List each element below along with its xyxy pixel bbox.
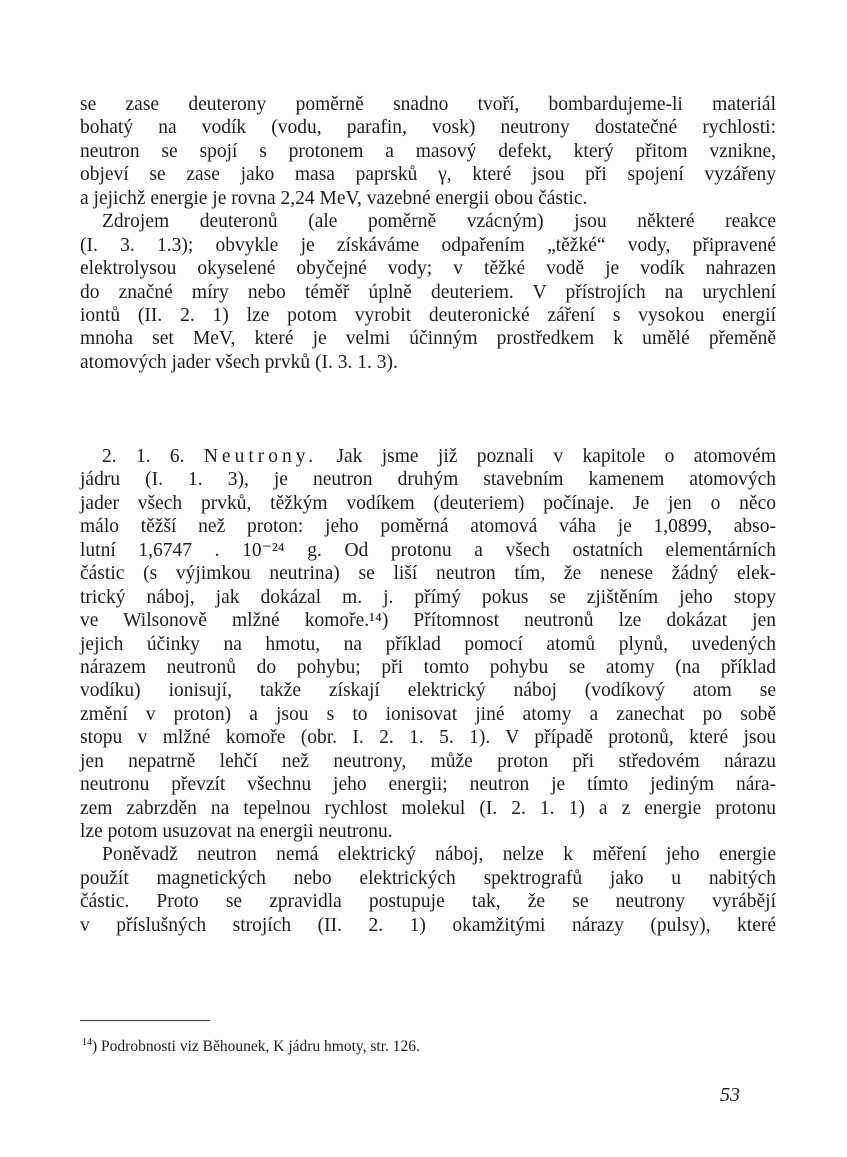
section-title: Neutrony. xyxy=(203,446,318,467)
footnote xyxy=(82,1037,420,1056)
text-line: v příslušných strojích (II. 2. 1) okamžitými nárazy (pulsy), které xyxy=(80,914,776,936)
page-number: 53 xyxy=(720,1084,740,1106)
text-line: mnoha set MeV, které je velmi účinným prostředkem k umělé přeměně xyxy=(80,328,776,350)
text-line: elektrolysou okyselené obyčejné vody; v těžké vodě je vodík nahrazen xyxy=(80,258,776,280)
text-line: zem zabrzděn na tepelnou rychlost molekul (I. 2. 1. 1) a z energie protonu xyxy=(80,797,776,819)
text-line: iontů (II. 2. 1) lze potom vyrobit deuteronické záření s vysokou energií xyxy=(80,304,776,326)
text-line: atomových jader všech prvků (I. 3. 1. 3). xyxy=(80,351,398,373)
text-line: objeví se zase jako masa paprsků γ, které jsou při spojení vyzářeny xyxy=(80,164,776,186)
text-line: (I. 3. 1.3); obvykle je získáváme odpařením „těžké“ vody, připravené xyxy=(80,234,776,256)
text-line: jader všech prvků, těžkým vodíkem (deuteriem) počínaje. Je jen o něco xyxy=(80,492,776,514)
footnote-mark: 14 xyxy=(82,1037,92,1048)
text-line: použít magnetických nebo elektrických spektrografů jako u nabitých xyxy=(80,867,776,889)
text-line: se zase deuterony poměrně snadno tvoří, bombardujeme-li materiál xyxy=(80,94,776,115)
text-line: jen nepatrně lehčí než neutrony, může proton při středovém nárazu xyxy=(80,750,776,772)
footnote-text: ) Podrobnosti viz Běhounek, K jádru hmoty, str. 126. xyxy=(92,1038,420,1056)
text-line: Poněvadž neutron nemá elektrický náboj, nelze k měření jeho energie xyxy=(102,844,776,866)
text-line: lze potom usuzovat na energii neutronu. xyxy=(80,821,393,842)
text-line: jádru (I. 1. 3), je neutron druhým stavebním kamenem atomových xyxy=(80,469,776,491)
text-line: lutní 1,6747 . 10⁻²⁴ g. Od protonu a všech ostatních elementárních xyxy=(80,539,776,561)
text-line: jejich účinky na hmotu, na příklad pomocí atomů plynů, uvedených xyxy=(80,633,776,655)
section-heading-line xyxy=(80,445,776,468)
text-line: a jejichž energie je rovna 2,24 MeV, vazebné energii obou částic. xyxy=(80,187,588,209)
text-line: stopu v mlžné komoře (obr. I. 2. 1. 5. 1). V případě protonů, které jsou xyxy=(80,727,776,749)
text-line: částic. Proto se zpravidla postupuje tak, že se neutrony vyrábějí xyxy=(80,891,776,913)
text-line: Zdrojem deuteronů (ale poměrně vzácným) jsou některé reakce xyxy=(102,211,776,233)
text-line: vodíku) ionisují, takže získají elektrický náboj (vodíkový atom se xyxy=(80,680,776,702)
text-line: do značné míry nebo téměř úplně deuteriem. V přístrojích na urychlení xyxy=(80,281,776,303)
footnote-rule xyxy=(80,1020,210,1021)
section-first-line: Jak jsme již poznali v kapitole o atomovém xyxy=(336,446,776,467)
text-line: neutron se spojí s protonem a masový defekt, který přitom vznikne, xyxy=(80,140,776,162)
text-line: trický náboj, jak dokázal m. j. přímý pokus se zjištěním jeho stopy xyxy=(80,586,776,608)
text-line: neutronu převzít všechnu jeho energii; neutron je tímto jediným nára- xyxy=(80,774,776,796)
text-line: ve Wilsonově mlžné komoře.¹⁴) Přítomnost neutronů lze dokázat jen xyxy=(80,610,776,632)
text-line: bohatý na vodík (vodu, parafin, vosk) neutrony dostatečné rychlosti: xyxy=(80,117,776,139)
text-line: nárazem neutronů do pohybu; při tomto pohybu se atomy (na příklad xyxy=(80,656,776,678)
section-neutrony xyxy=(80,445,776,937)
section-number: 2. 1. 6. xyxy=(102,446,185,467)
paragraph-1 xyxy=(80,93,776,374)
text-line: málo těžší než proton: jeho poměrná atomová váha je 1,0899, abso- xyxy=(80,516,776,538)
text-line: změní v proton) a jsou s to ionisovat jiné atomy a zanechat po sobě xyxy=(80,703,776,725)
section-body xyxy=(80,468,776,843)
text-line: částic (s výjimkou neutrina) se liší neutron tím, že nenese žádný elek- xyxy=(80,563,776,585)
